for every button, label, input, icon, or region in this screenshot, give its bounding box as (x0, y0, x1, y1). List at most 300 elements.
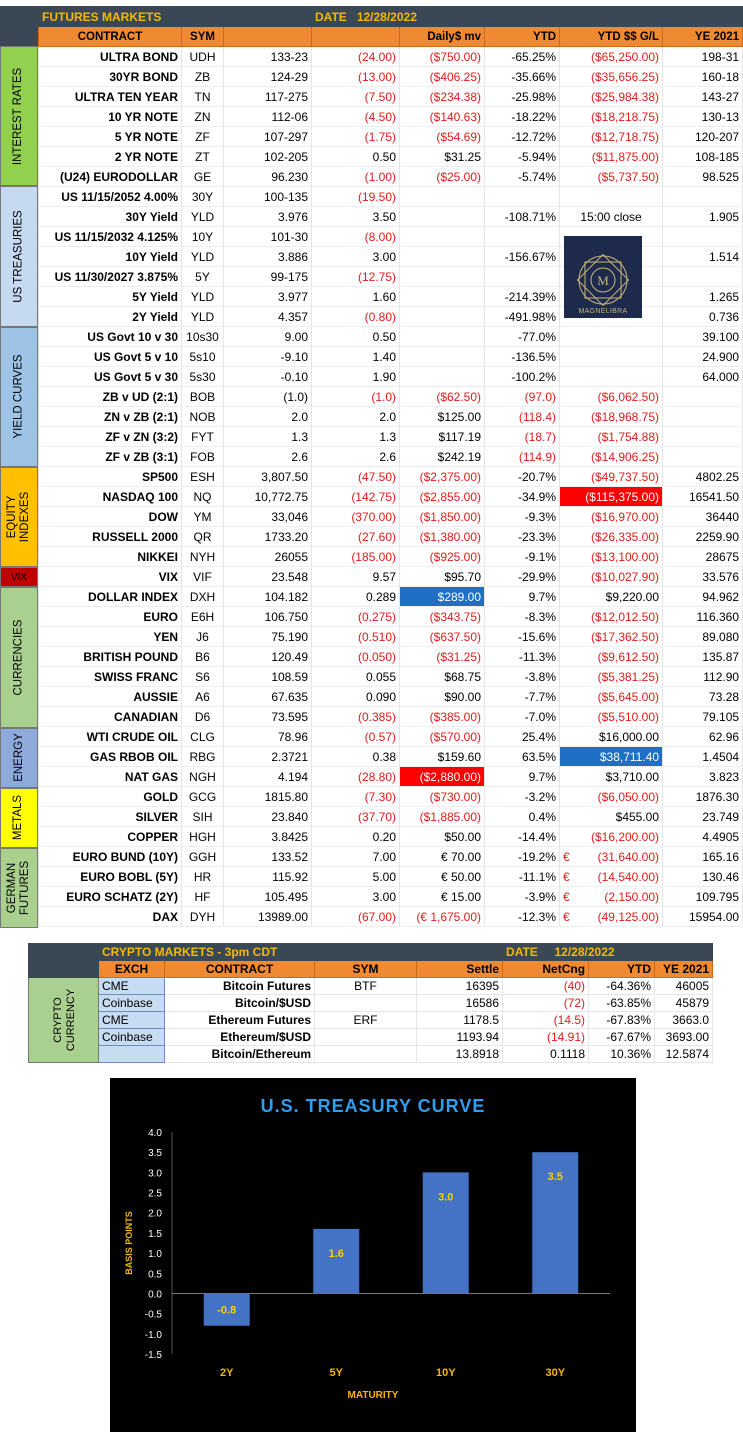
futures-cell: 78.96 (224, 727, 312, 747)
futures-cell: $242.19 (400, 447, 485, 467)
futures-cell: -77.0% (485, 327, 560, 347)
futures-cell: 9.00 (224, 327, 312, 347)
futures-row (39, 207, 743, 227)
futures-cell: 1.4504 (663, 747, 743, 767)
chart-title: U.S. TREASURY CURVE (260, 1096, 486, 1116)
futures-cell: (370.00) (312, 507, 400, 527)
futures-cell: B6 (182, 647, 224, 667)
futures-cell: 10 YR NOTE (39, 107, 182, 127)
futures-cell (560, 367, 663, 387)
futures-cell (663, 447, 743, 467)
futures-cell: -12.3% (485, 907, 560, 927)
crypto-cell: Bitcoin/$USD (165, 995, 315, 1012)
futures-col-header (312, 27, 400, 47)
crypto-cell: 46005 (655, 978, 713, 995)
magnelibra-logo (564, 236, 642, 318)
y-tick-label: -0.5 (144, 1309, 162, 1321)
futures-cell: (7.50) (312, 87, 400, 107)
futures-cell: 108-185 (663, 147, 743, 167)
futures-cell (663, 407, 743, 427)
group-label-text: ENERGY (12, 733, 25, 783)
futures-cell: 79.105 (663, 707, 743, 727)
futures-cell: ULTRA TEN YEAR (39, 87, 182, 107)
futures-cell: ($54.69) (400, 127, 485, 147)
futures-cell: EURO BOBL (5Y) (39, 867, 182, 887)
futures-cell: EURO BUND (10Y) (39, 847, 182, 867)
futures-cell (400, 267, 485, 287)
futures-cell: (19.50) (312, 187, 400, 207)
futures-cell: -11.1% (485, 867, 560, 887)
futures-cell: -9.3% (485, 507, 560, 527)
futures-cell: $125.00 (400, 407, 485, 427)
futures-cell: ($730.00) (400, 787, 485, 807)
crypto-row (29, 1029, 713, 1046)
futures-cell: 30YR BOND (39, 67, 182, 87)
futures-cell: 23.548 (224, 567, 312, 587)
futures-cell: (4.50) (312, 107, 400, 127)
futures-cell: 0.20 (312, 827, 400, 847)
futures-cell: 36440 (663, 507, 743, 527)
futures-cell: 0.090 (312, 687, 400, 707)
group-label-text: INTEREST RATES (12, 67, 25, 165)
futures-cell: 3.886 (224, 247, 312, 267)
futures-cell: (1.00) (312, 167, 400, 187)
crypto-col-header: YTD (589, 961, 655, 978)
futures-cell: YLD (182, 247, 224, 267)
futures-cell: 9.57 (312, 567, 400, 587)
futures-cell: DOLLAR INDEX (39, 587, 182, 607)
futures-cell: ($385.00) (400, 707, 485, 727)
futures-cell: (U24) EURODOLLAR (39, 167, 182, 187)
group-label-text: EQUITY INDEXES (6, 491, 32, 543)
futures-cell: GGH (182, 847, 224, 867)
futures-cell: 10s30 (182, 327, 224, 347)
futures-cell: 4.357 (224, 307, 312, 327)
futures-cell: $31.25 (400, 147, 485, 167)
futures-cell: ($637.50) (400, 627, 485, 647)
futures-row (39, 907, 743, 927)
futures-cell: ESH (182, 467, 224, 487)
futures-cell: -7.0% (485, 707, 560, 727)
y-tick-label: 1.0 (148, 1249, 162, 1261)
futures-row (39, 667, 743, 687)
futures-row (39, 747, 743, 767)
crypto-row (29, 1046, 713, 1063)
futures-cell: -11.3% (485, 647, 560, 667)
futures-cell: 115.92 (224, 867, 312, 887)
futures-cell: ($14,906.25) (560, 447, 663, 467)
futures-cell: E6H (182, 607, 224, 627)
futures-cell: ($5,737.50) (560, 167, 663, 187)
crypto-col-header: YE 2021 (655, 961, 713, 978)
futures-cell: (1.0) (312, 387, 400, 407)
futures-header-row (39, 27, 743, 47)
futures-cell: SIH (182, 807, 224, 827)
futures-cell: COPPER (39, 827, 182, 847)
y-tick-label: 4.0 (148, 1128, 162, 1139)
futures-row (39, 687, 743, 707)
futures-cell: US 11/15/2032 4.125% (39, 227, 182, 247)
futures-cell: ZF v ZB (3:1) (39, 447, 182, 467)
futures-cell: SWISS FRANC (39, 667, 182, 687)
futures-cell: UDH (182, 47, 224, 67)
futures-cell: YLD (182, 207, 224, 227)
futures-cell: $289.00 (400, 587, 485, 607)
crypto-row (29, 1012, 713, 1029)
futures-cell: ULTRA BOND (39, 47, 182, 67)
y-tick-label: 0.0 (148, 1289, 162, 1301)
futures-cell (400, 307, 485, 327)
crypto-date-label: DATE (506, 945, 538, 959)
futures-cell: € 70.00 (400, 847, 485, 867)
futures-cell: (142.75) (312, 487, 400, 507)
crypto-col-header: NetCng (503, 961, 589, 978)
futures-cell: ($25,984.38) (560, 87, 663, 107)
futures-cell: VIF (182, 567, 224, 587)
futures-cell (485, 227, 560, 247)
crypto-col-header: SYM (315, 961, 417, 978)
futures-cell: 130.46 (663, 867, 743, 887)
y-tick-label: 2.5 (148, 1188, 162, 1200)
crypto-col-header: CONTRACT (165, 961, 315, 978)
futures-cell: ($13,100.00) (560, 547, 663, 567)
futures-cell: 2 YR NOTE (39, 147, 182, 167)
futures-cell: NIKKEI (39, 547, 182, 567)
futures-cell: 99-175 (224, 267, 312, 287)
crypto-cell: CME (99, 978, 165, 995)
futures-row (39, 67, 743, 87)
futures-cell: NYH (182, 547, 224, 567)
x-axis-label: MATURITY (347, 1390, 399, 1401)
futures-col-header: YTD $$ G/L (560, 27, 663, 47)
futures-col-header: CONTRACT (39, 27, 182, 47)
futures-cell: 24.900 (663, 347, 743, 367)
futures-cell: HGH (182, 827, 224, 847)
futures-cell: 2.0 (312, 407, 400, 427)
futures-cell: 1.265 (663, 287, 743, 307)
futures-row (39, 447, 743, 467)
group-label (0, 728, 38, 788)
futures-cell: -19.2% (485, 847, 560, 867)
futures-cell: (0.385) (312, 707, 400, 727)
futures-cell: 3.00 (312, 247, 400, 267)
futures-cell: (0.275) (312, 607, 400, 627)
futures-cell: US Govt 5 v 10 (39, 347, 182, 367)
futures-cell: -3.9% (485, 887, 560, 907)
futures-cell: -108.71% (485, 207, 560, 227)
futures-cell: 106.750 (224, 607, 312, 627)
futures-row (39, 127, 743, 147)
futures-row (39, 807, 743, 827)
futures-cell: 1.40 (312, 347, 400, 367)
futures-cell: 102-205 (224, 147, 312, 167)
futures-cell: ($11,875.00) (560, 147, 663, 167)
futures-cell: 0.4% (485, 807, 560, 827)
x-tick-label: 2Y (220, 1367, 234, 1379)
futures-cell: 4.4905 (663, 827, 743, 847)
crypto-cell: -63.85% (589, 995, 655, 1012)
logo-text: MAGNELIBRA (578, 308, 628, 315)
futures-cell: DAX (39, 907, 182, 927)
futures-cell: ZN v ZB (2:1) (39, 407, 182, 427)
futures-cell: ($5,645.00) (560, 687, 663, 707)
crypto-cell: 1178.5 (417, 1012, 503, 1029)
futures-row (39, 347, 743, 367)
futures-cell: 5Y Yield (39, 287, 182, 307)
futures-row (39, 607, 743, 627)
futures-cell: 4.194 (224, 767, 312, 787)
futures-row (39, 387, 743, 407)
futures-cell: -214.39% (485, 287, 560, 307)
crypto-cell: 10.36% (589, 1046, 655, 1063)
futures-cell: WTI CRUDE OIL (39, 727, 182, 747)
euro-symbol: € (563, 909, 570, 924)
data-label: -0.8 (217, 1304, 237, 1317)
futures-row (39, 367, 743, 387)
futures-row (39, 587, 743, 607)
futures-row (39, 647, 743, 667)
futures-cell: ($2,880.00) (400, 767, 485, 787)
futures-cell: ($16,200.00) (560, 827, 663, 847)
futures-cell (560, 187, 663, 207)
futures-cell: -18.22% (485, 107, 560, 127)
futures-cell: 0.50 (312, 147, 400, 167)
futures-cell: (18.7) (485, 427, 560, 447)
futures-row (39, 887, 743, 907)
futures-row (39, 767, 743, 787)
futures-cell: HF (182, 887, 224, 907)
crypto-group-label (29, 978, 99, 1063)
futures-cell: (24.00) (312, 47, 400, 67)
futures-cell: FOB (182, 447, 224, 467)
futures-title: FUTURES MARKETS (39, 7, 312, 27)
futures-cell: ($6,050.00) (560, 787, 663, 807)
futures-cell: GE (182, 167, 224, 187)
y-tick-label: 1.5 (148, 1228, 162, 1240)
magnelibra-emblem-icon (575, 252, 631, 308)
futures-row (39, 507, 743, 527)
futures-cell: -29.9% (485, 567, 560, 587)
futures-cell: 3.8425 (224, 827, 312, 847)
group-label (0, 848, 38, 928)
futures-cell: 3.823 (663, 767, 743, 787)
crypto-cell: Coinbase (99, 995, 165, 1012)
futures-cell: -15.6% (485, 627, 560, 647)
futures-cell: (114.9) (485, 447, 560, 467)
crypto-cell: Coinbase (99, 1029, 165, 1046)
futures-row (39, 327, 743, 347)
futures-cell: 15954.00 (663, 907, 743, 927)
futures-cell: ($16,970.00) (560, 507, 663, 527)
futures-cell: J6 (182, 627, 224, 647)
futures-cell: RBG (182, 747, 224, 767)
futures-cell: ($18,968.75) (560, 407, 663, 427)
futures-cell: 109.795 (663, 887, 743, 907)
futures-cell: ($31.25) (400, 647, 485, 667)
crypto-cell: (14.5) (503, 1012, 589, 1029)
futures-cell: 120.49 (224, 647, 312, 667)
futures-cell: € (14,540.00) (560, 867, 663, 887)
futures-cell: ($49,737.50) (560, 467, 663, 487)
futures-cell: BOB (182, 387, 224, 407)
futures-cell: ($5,510.00) (560, 707, 663, 727)
futures-cell: NAT GAS (39, 767, 182, 787)
futures-cell: 112.90 (663, 667, 743, 687)
futures-cell: 1.90 (312, 367, 400, 387)
futures-cell (400, 287, 485, 307)
futures-cell: 23.749 (663, 807, 743, 827)
x-tick-label: 30Y (545, 1367, 566, 1379)
futures-cell: ($2,375.00) (400, 467, 485, 487)
futures-cell: 124-29 (224, 67, 312, 87)
futures-cell: YLD (182, 287, 224, 307)
futures-cell: ($750.00) (400, 47, 485, 67)
futures-row (39, 167, 743, 187)
futures-cell: 133-23 (224, 47, 312, 67)
futures-row (39, 87, 743, 107)
data-label: 1.6 (328, 1247, 344, 1260)
futures-cell: SILVER (39, 807, 182, 827)
futures-row (39, 707, 743, 727)
futures-table (38, 6, 743, 927)
euro-symbol: € (563, 869, 570, 884)
futures-cell: (67.00) (312, 907, 400, 927)
futures-cell: 130-13 (663, 107, 743, 127)
futures-row (39, 187, 743, 207)
futures-cell: CLG (182, 727, 224, 747)
futures-cell: € (31,640.00) (560, 847, 663, 867)
futures-cell: 2.3721 (224, 747, 312, 767)
futures-row (39, 107, 743, 127)
futures-cell: TN (182, 87, 224, 107)
futures-cell: ($26,335.00) (560, 527, 663, 547)
futures-cell: $68.75 (400, 667, 485, 687)
group-label (0, 567, 38, 587)
futures-cell: ZF (182, 127, 224, 147)
futures-cell: RUSSELL 2000 (39, 527, 182, 547)
futures-col-header: YE 2021 (663, 27, 743, 47)
futures-cell: 23.840 (224, 807, 312, 827)
futures-cell: 33.576 (663, 567, 743, 587)
futures-cell: 5s30 (182, 367, 224, 387)
futures-cell: $50.00 (400, 827, 485, 847)
futures-cell: AUSSIE (39, 687, 182, 707)
euro-symbol: € (563, 889, 570, 904)
futures-cell: NASDAQ 100 (39, 487, 182, 507)
futures-cell: -9.1% (485, 547, 560, 567)
futures-cell: 0.50 (312, 327, 400, 347)
crypto-group-label-text: CRYPTO CURRENCY (52, 988, 77, 1052)
futures-cell (560, 327, 663, 347)
crypto-row (29, 978, 713, 995)
futures-cell: 3,807.50 (224, 467, 312, 487)
futures-cell: 1.905 (663, 207, 743, 227)
group-label (0, 467, 38, 567)
futures-row (39, 527, 743, 547)
crypto-col-header: Settle (417, 961, 503, 978)
futures-cell: 63.5% (485, 747, 560, 767)
futures-cell: (0.050) (312, 647, 400, 667)
crypto-cell: -64.36% (589, 978, 655, 995)
futures-row (39, 467, 743, 487)
futures-cell: 133.52 (224, 847, 312, 867)
crypto-cell: 1193.94 (417, 1029, 503, 1046)
futures-cell: 2Y Yield (39, 307, 182, 327)
futures-cell: 1.3 (224, 427, 312, 447)
futures-row (39, 867, 743, 887)
futures-cell: ($1,885.00) (400, 807, 485, 827)
futures-cell: 100-135 (224, 187, 312, 207)
futures-cell: GCG (182, 787, 224, 807)
crypto-cell: 0.1118 (503, 1046, 589, 1063)
futures-cell: (37.70) (312, 807, 400, 827)
futures-cell: DOW (39, 507, 182, 527)
futures-cell: 10Y Yield (39, 247, 182, 267)
futures-cell: 1.60 (312, 287, 400, 307)
crypto-cell: 16395 (417, 978, 503, 995)
futures-cell (663, 187, 743, 207)
futures-cell: 25.4% (485, 727, 560, 747)
futures-title-row (39, 7, 743, 27)
futures-cell: 73.28 (663, 687, 743, 707)
futures-cell: SP500 (39, 467, 182, 487)
futures-cell: 165.16 (663, 847, 743, 867)
futures-cell: -12.72% (485, 127, 560, 147)
futures-cell: -0.10 (224, 367, 312, 387)
futures-cell: GOLD (39, 787, 182, 807)
futures-cell: 1733.20 (224, 527, 312, 547)
y-tick-label: 0.5 (148, 1269, 162, 1281)
futures-cell: 30Y Yield (39, 207, 182, 227)
futures-cell: 160-18 (663, 67, 743, 87)
crypto-cell: (14.91) (503, 1029, 589, 1046)
group-label-text: YIELD CURVES (12, 354, 25, 439)
futures-cell: 1876.30 (663, 787, 743, 807)
futures-cell: € 50.00 (400, 867, 485, 887)
futures-col-header (224, 27, 312, 47)
futures-cell: CANADIAN (39, 707, 182, 727)
futures-cell: ZF v ZN (3:2) (39, 427, 182, 447)
futures-cell: 116.360 (663, 607, 743, 627)
futures-cell: (0.80) (312, 307, 400, 327)
crypto-cell (99, 1046, 165, 1063)
group-label-text: VIX (10, 571, 28, 583)
crypto-cell (315, 995, 417, 1012)
futures-cell: ($1,380.00) (400, 527, 485, 547)
futures-cell: $455.00 (560, 807, 663, 827)
futures-cell: ($343.75) (400, 607, 485, 627)
crypto-row (29, 995, 713, 1012)
group-label (0, 587, 38, 727)
futures-cell: 94.962 (663, 587, 743, 607)
crypto-cell: Ethereum Futures (165, 1012, 315, 1029)
futures-cell: GAS RBOB OIL (39, 747, 182, 767)
futures-cell: NOB (182, 407, 224, 427)
futures-cell: (0.57) (312, 727, 400, 747)
y-tick-label: 3.5 (148, 1148, 162, 1160)
futures-cell: FYT (182, 427, 224, 447)
futures-cell: NGH (182, 767, 224, 787)
futures-col-header: YTD (485, 27, 560, 47)
futures-cell: -23.3% (485, 527, 560, 547)
futures-cell: ($6,062.50) (560, 387, 663, 407)
futures-cell: (0.510) (312, 627, 400, 647)
futures-cell (400, 347, 485, 367)
crypto-cell: -67.83% (589, 1012, 655, 1029)
futures-row (39, 847, 743, 867)
futures-cell: (118.4) (485, 407, 560, 427)
futures-cell: 9.7% (485, 767, 560, 787)
